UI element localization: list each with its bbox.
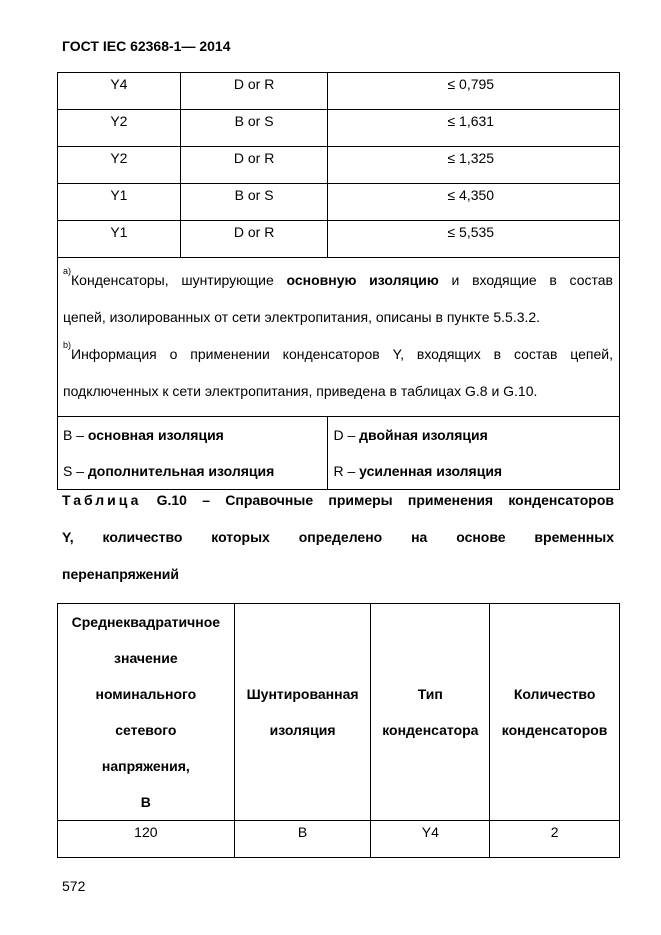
header-line: напряжения, (101, 758, 190, 774)
header-voltage (58, 604, 235, 821)
cell-class: Y2 (58, 110, 181, 147)
header-type (371, 604, 490, 821)
note-a-line1: $^{a)}$Конденсаторы, шунтирующие основную изоляцию и входящие в состав (63, 266, 613, 288)
header-line: значение (114, 650, 178, 666)
header-line: Тип (417, 686, 443, 702)
header-insulation (234, 604, 371, 821)
cell-insulation: D or R (180, 221, 328, 258)
cell-voltage: 120 (58, 821, 235, 858)
cell-value: ≤ 0,795 (328, 73, 620, 110)
cell-type: Y4 (371, 821, 490, 858)
note-b-line1: $^{b)}$Информация о применении конденсаторов Y, входящих в состав цепей, (63, 340, 613, 362)
cell-value: ≤ 4,350 (328, 184, 620, 221)
header-line: изоляция (269, 722, 336, 738)
page-number: 572 (62, 878, 86, 894)
table-caption: Таблица G.10 – Справочные примеры применения конденсаторов Y, количество которых определено на основе временных перенапряжений (62, 492, 614, 582)
header-line: конденсаторов (501, 722, 608, 738)
header-line: номинального (95, 686, 197, 702)
cell-class: Y4 (58, 73, 181, 110)
legend-right: D – двойная изоляция R – усиленная изоляция (328, 417, 620, 490)
table-row (58, 184, 620, 221)
table-row (58, 221, 620, 258)
document-header: ГОСТ IEC 62368-1— 2014 (62, 38, 231, 54)
header-count (490, 604, 620, 821)
cell-class: Y1 (58, 184, 181, 221)
header-line: В (140, 794, 151, 810)
cell-insulation: B (234, 821, 371, 858)
cell-value: ≤ 1,325 (328, 147, 620, 184)
header-line: конденсатора (382, 722, 479, 738)
header-line: сетевого (115, 722, 177, 738)
header-line: Шунтированная (246, 686, 359, 702)
cell-class: Y1 (58, 221, 181, 258)
cell-value: ≤ 5,535 (328, 221, 620, 258)
legend-left: B – основная изоляция S – дополнительная изоляция (58, 417, 328, 490)
cell-value: ≤ 1,631 (328, 110, 620, 147)
table-notes (58, 258, 620, 417)
header-line: Количество (513, 686, 596, 702)
table-row (58, 110, 620, 147)
cell-count: 2 (490, 821, 620, 858)
cell-insulation: D or R (180, 73, 328, 110)
table-row (58, 73, 620, 110)
header-line: Среднеквадратичное (71, 614, 221, 630)
cell-class: Y2 (58, 147, 181, 184)
note-b-line2: подключенных к сети электропитания, приведена в таблицах G.8 и G.10. (63, 383, 538, 399)
table-row (58, 147, 620, 184)
capacitor-table (57, 72, 620, 490)
cell-insulation: D or R (180, 147, 328, 184)
cell-insulation: B or S (180, 184, 328, 221)
note-a-line2: цепей, изолированных от сети электропитания, описаны в пункте 5.5.3.2. (63, 309, 541, 325)
examples-table (57, 603, 620, 858)
cell-insulation: B or S (180, 110, 328, 147)
